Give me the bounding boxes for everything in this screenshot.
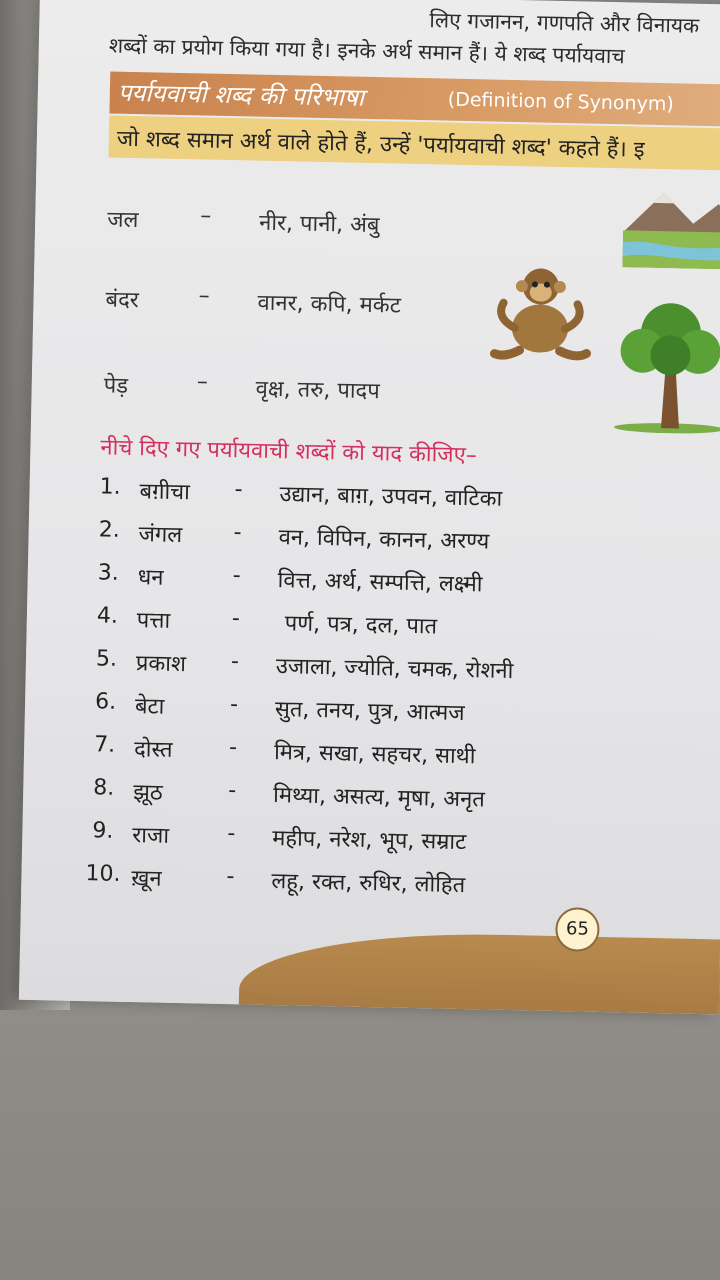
- item-dash: -: [228, 778, 237, 804]
- item-word: बेटा: [134, 694, 165, 720]
- tree-illustration: [609, 292, 720, 434]
- item-word: पत्ता: [136, 608, 171, 634]
- item-synonyms: उजाला, ज्योति, चमक, रोशनी: [275, 654, 514, 685]
- item-synonyms: उद्यान, बाग़, उपवन, वाटिका: [279, 482, 503, 512]
- item-word: जंगल: [138, 522, 183, 549]
- intro-line-1: लिए गजानन, गणपति और विनायक: [429, 8, 700, 38]
- item-dash: -: [228, 735, 238, 761]
- item-dash: -: [226, 864, 235, 890]
- definition-heading-hindi: पर्यायवाची शब्द की परिभाषा: [117, 78, 365, 112]
- item-number: 7.: [93, 732, 116, 758]
- item-synonyms: वन, विपिन, कानन, अरण्य: [278, 525, 490, 555]
- item-number: 1.: [99, 474, 121, 500]
- item-word: बग़ीचा: [139, 479, 191, 506]
- example-dash: –: [196, 369, 209, 395]
- item-word: राजा: [132, 823, 170, 849]
- example-dash: –: [198, 283, 210, 309]
- item-dash: -: [230, 649, 240, 675]
- page-footer-band: [239, 929, 720, 1014]
- example-synonyms: वृक्ष, तरु, पादप: [255, 376, 380, 405]
- item-synonyms: सुत, तनय, पुत्र, आत्मज: [274, 697, 465, 727]
- item-number: 9.: [92, 818, 114, 844]
- item-synonyms: पर्ण, पत्र, दल, पात: [284, 611, 438, 640]
- item-dash: -: [227, 821, 236, 847]
- example-synonyms: नीर, पानी, अंबु: [258, 210, 380, 239]
- item-synonyms: मिथ्या, असत्य, मृषा, अनृत: [272, 783, 486, 813]
- item-dash: -: [231, 606, 241, 632]
- item-synonyms: वित्त, अर्थ, सम्पत्ति, लक्ष्मी: [277, 568, 483, 598]
- page-number: 65: [555, 907, 600, 952]
- exercise-instruction: नीचे दिए गए पर्यायवाची शब्दों को याद कीजिए–: [100, 435, 478, 469]
- item-word: प्रकाश: [135, 651, 187, 678]
- item-number: 10.: [85, 861, 121, 887]
- example-dash: –: [200, 203, 212, 229]
- monkey-illustration: [484, 257, 596, 369]
- lake-mountain-illustration: [622, 182, 720, 269]
- item-number: 8.: [93, 775, 115, 801]
- item-dash: -: [234, 477, 243, 503]
- example-word: पेड़: [103, 373, 129, 399]
- item-word: धन: [137, 565, 164, 591]
- book-page: [19, 0, 720, 1014]
- definition-heading-english: (Definition of Synonym): [447, 88, 674, 116]
- item-dash: -: [232, 563, 241, 589]
- item-number: 4.: [96, 603, 119, 629]
- item-word: ख़ून: [131, 866, 162, 892]
- item-number: 5.: [95, 646, 118, 672]
- item-word: दोस्त: [133, 737, 173, 763]
- definition-text: जो शब्द समान अर्थ वाले होते हैं, उन्हें 'पर्यायवाची शब्द' कहते हैं। इ: [116, 126, 645, 163]
- item-number: 2.: [98, 517, 120, 543]
- item-synonyms: मित्र, सखा, सहचर, साथी: [273, 740, 476, 770]
- item-number: 6.: [94, 689, 117, 715]
- item-dash: -: [233, 520, 242, 546]
- item-synonyms: महीप, नरेश, भूप, सम्राट: [272, 826, 467, 856]
- example-synonyms: वानर, कपि, मर्कट: [257, 290, 402, 319]
- example-word: जल: [106, 207, 139, 234]
- item-synonyms: लहू, रक्त, रुधिर, लोहित: [271, 869, 466, 899]
- item-number: 3.: [97, 560, 120, 586]
- item-dash: -: [229, 692, 239, 718]
- intro-line-2: शब्दों का प्रयोग किया गया है। इनके अर्थ समान हैं। ये शब्द पर्यायवाच: [108, 33, 625, 69]
- example-word: बंदर: [105, 287, 140, 314]
- item-word: झूठ: [132, 780, 163, 806]
